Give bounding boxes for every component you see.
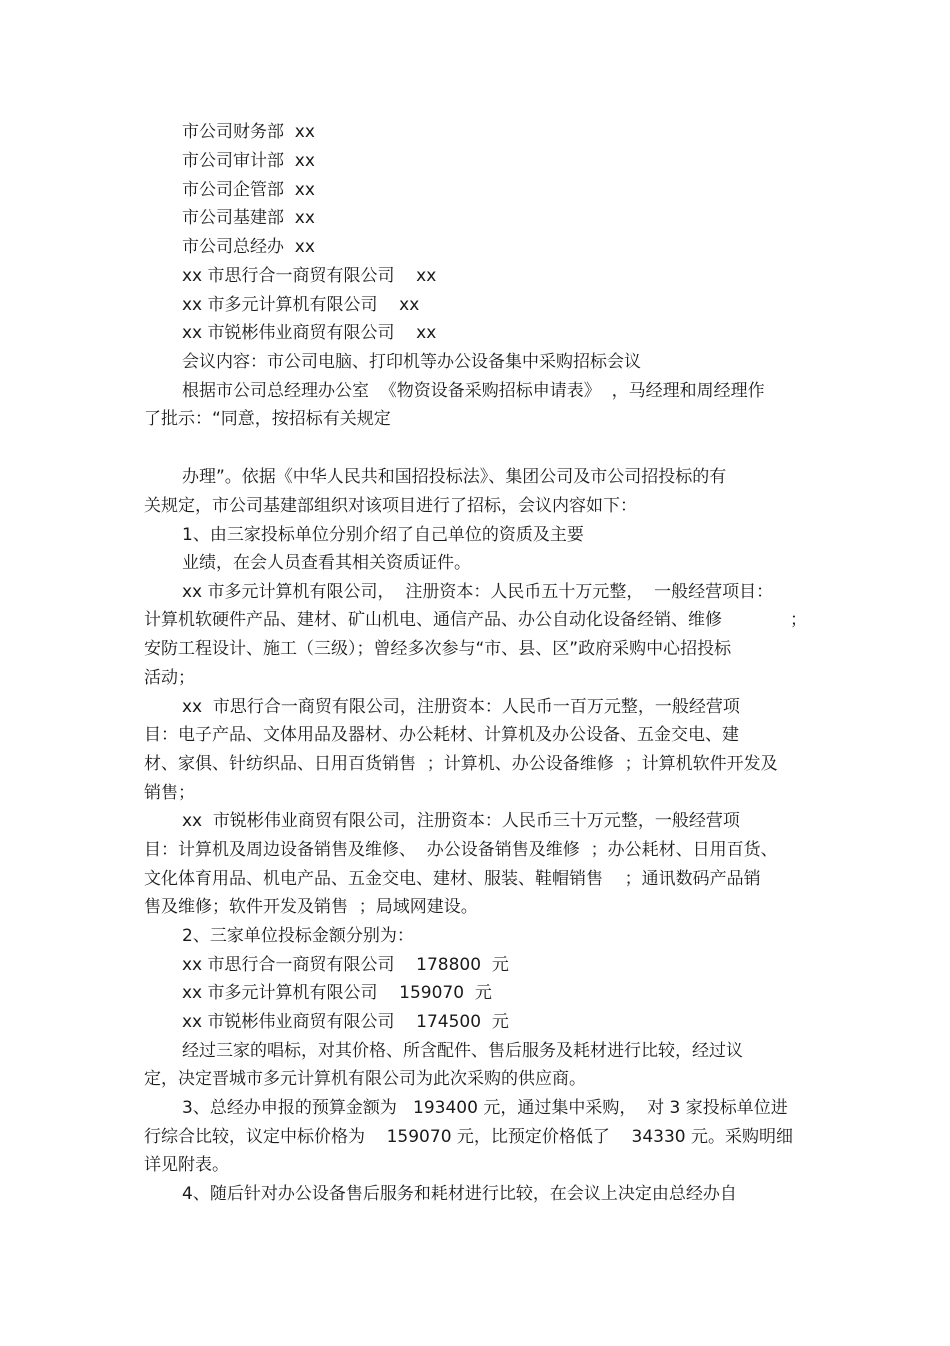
bid-duoyuan: xx 市多元计算机有限公司 159070 元 [182, 983, 492, 1003]
paragraph-line: 安防工程设计、施工（三级）；曾经多次参与“市、县、区”政府采购中心招投标 [144, 639, 732, 659]
paragraph-line: 计算机软硬件产品、建材、矿山机电、通信产品、办公自动化设备经销、维修 [144, 610, 722, 630]
paragraph-line: 根据市公司总经理办公室 《物资设备采购招标申请表》 ，马经理和周经理作 [182, 381, 765, 401]
paragraph-line: 了批示：“同意，按招标有关规定 [144, 409, 391, 429]
paragraph-line: 定，决定晋城市多元计算机有限公司为此次采购的供应商。 [144, 1069, 586, 1089]
paragraph-line: xx 市思行合一商贸有限公司，注册资本：人民币一百万元整，一般经营项 [182, 697, 740, 717]
attendee-finance: 市公司财务部 xx [182, 122, 315, 142]
attendee-duoyuan: xx 市多元计算机有限公司 xx [182, 295, 420, 315]
paragraph-line: 目：计算机及周边设备销售及维修、 办公设备销售及维修 ；办公耗材、日用百货、 [144, 840, 778, 860]
item-3: 3、总经办申报的预算金额为 193400 元，通过集中采购， 对 3 家投标单位进 [182, 1098, 788, 1118]
paragraph-line: 经过三家的唱标，对其价格、所含配件、售后服务及耗材进行比较，经过议 [182, 1041, 743, 1061]
trailing-semicolon: ； [790, 610, 807, 630]
paragraph-line: 销售； [144, 783, 195, 803]
paragraph-line: xx 市多元计算机有限公司， 注册资本：人民币五十万元整， 一般经营项目： [182, 582, 774, 602]
paragraph-line: 材、家俱、针纺织品、日用百货销售 ；计算机、办公设备维修 ；计算机软件开发及 [144, 754, 778, 774]
paragraph-line: 目：电子产品、文体用品及器材、办公耗材、计算机及办公设备、五金交电、建 [144, 725, 739, 745]
attendee-ruibin: xx 市锐彬伟业商贸有限公司 xx [182, 323, 437, 343]
paragraph-line: 活动； [144, 668, 195, 688]
attendee-audit: 市公司审计部 xx [182, 151, 315, 171]
attendee-general-office: 市公司总经办 xx [182, 237, 315, 257]
paragraph-line: 行综合比较，议定中标价格为 159070 元，比预定价格低了 34330 元。采购明细 [144, 1127, 794, 1147]
attendee-sixing: xx 市思行合一商贸有限公司 xx [182, 266, 437, 286]
item-4: 4、随后针对办公设备售后服务和耗材进行比较，在会议上决定由总经办自 [182, 1184, 737, 1204]
meeting-content: 会议内容：市公司电脑、打印机等办公设备集中采购招标会议 [182, 352, 641, 372]
attendee-construction: 市公司基建部 xx [182, 208, 315, 228]
paragraph-line: xx 市锐彬伟业商贸有限公司，注册资本：人民币三十万元整，一般经营项 [182, 811, 740, 831]
paragraph-line: 关规定，市公司基建部组织对该项目进行了招标，会议内容如下： [144, 496, 637, 516]
bid-ruibin: xx 市锐彬伟业商贸有限公司 174500 元 [182, 1012, 509, 1032]
item-2: 2、三家单位投标金额分别为： [182, 926, 414, 946]
paragraph-line: 业绩，在会人员查看其相关资质证件。 [182, 553, 471, 573]
item-1: 1、由三家投标单位分别介绍了自己单位的资质及主要 [182, 525, 584, 545]
paragraph-line: 售及维修；软件开发及销售 ；局域网建设。 [144, 897, 478, 917]
attendee-enterprise: 市公司企管部 xx [182, 180, 315, 200]
paragraph-line: 详见附表。 [144, 1155, 229, 1175]
bid-sixing: xx 市思行合一商贸有限公司 178800 元 [182, 955, 509, 975]
paragraph-line: 办理”。依据《中华人民共和国招投标法》、集团公司及市公司招投标的有 [182, 467, 727, 487]
paragraph-line: 文化体育用品、机电产品、五金交电、建材、服装、鞋帽销售 ；通讯数码产品销 [144, 869, 761, 889]
